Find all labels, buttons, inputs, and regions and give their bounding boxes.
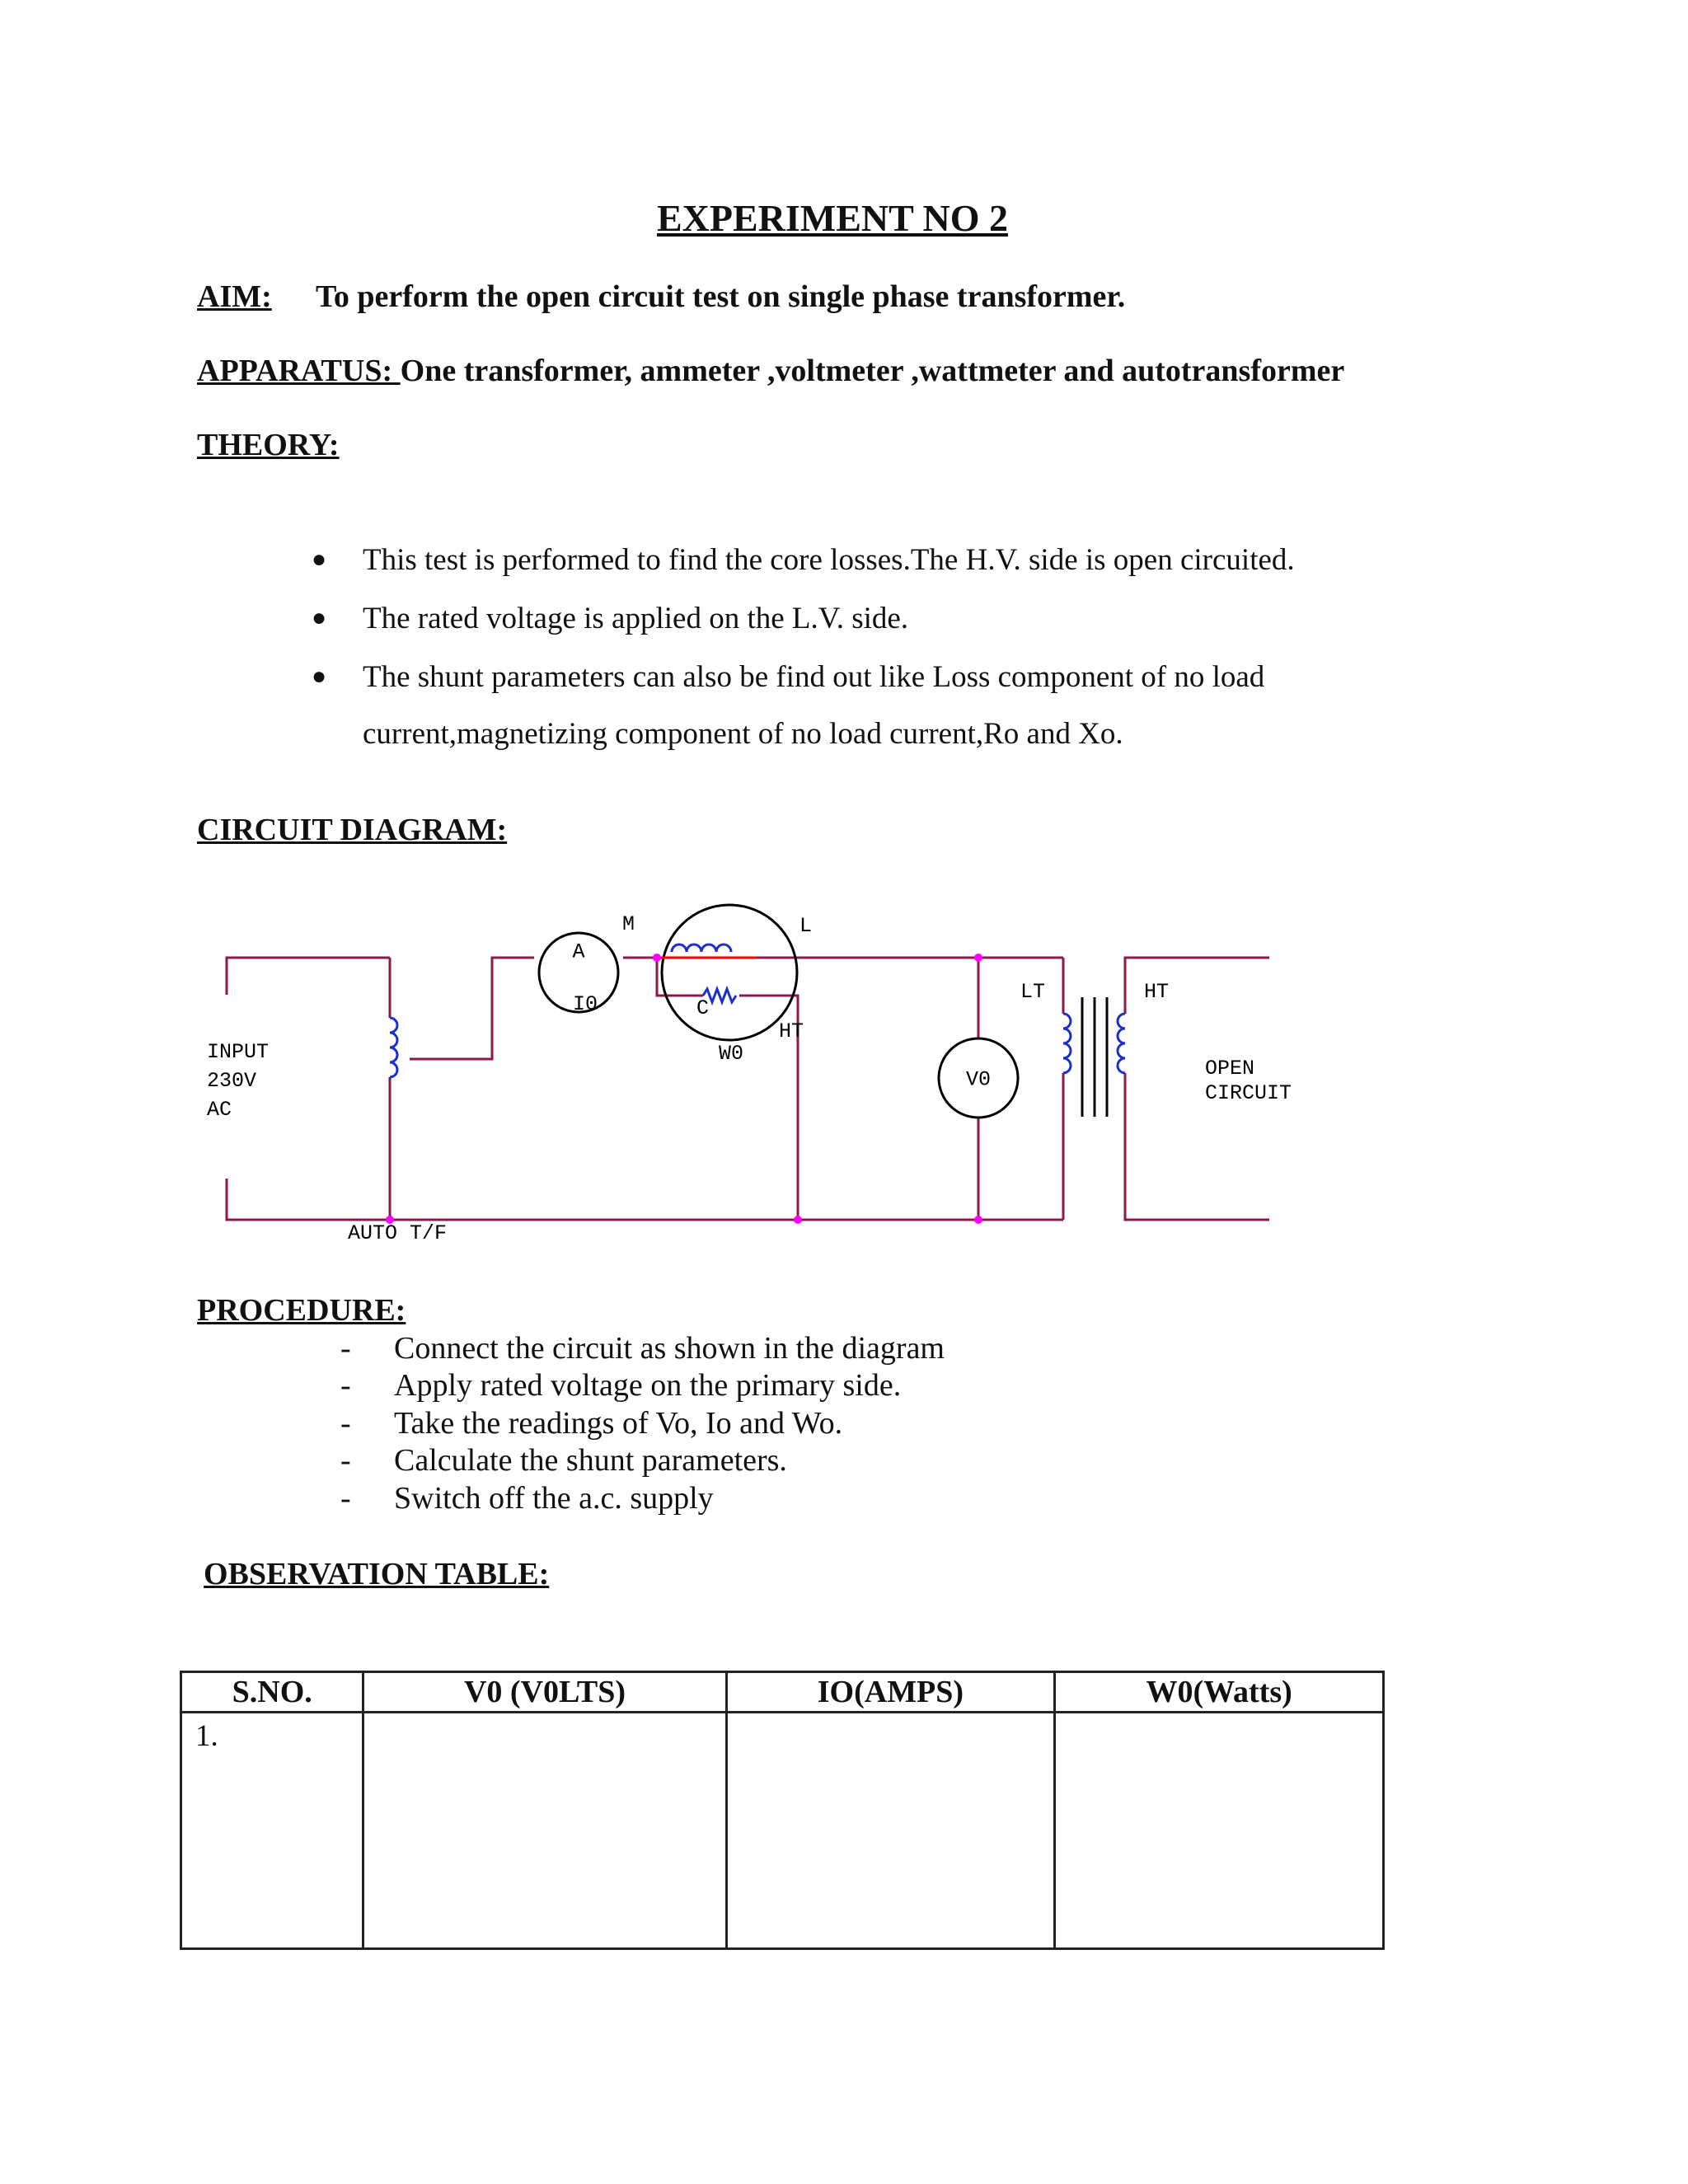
voltmeter-label: V0 [965, 1067, 992, 1092]
wires [227, 958, 1269, 1220]
procedure-step: Connect the circuit as shown in the diagram [394, 1331, 945, 1366]
page-title: EXPERIMENT NO 2 [657, 197, 1008, 239]
table-row [181, 1713, 1384, 1949]
bullet-dot: ● [312, 546, 327, 573]
column-header-sno: S.NO. [181, 1672, 363, 1713]
wattmeter-terminal-m: M [622, 912, 635, 936]
wattmeter-label: W0 [719, 1042, 744, 1066]
table-cell: 1. [181, 1713, 363, 1949]
bullet-dot: ● [312, 663, 327, 690]
table-cell [1055, 1713, 1384, 1949]
procedure-step: Apply rated voltage on the primary side. [394, 1368, 902, 1403]
table-cell [363, 1713, 726, 1949]
apparatus-line [197, 353, 1344, 389]
ammeter-symbol: A [572, 940, 585, 964]
auto-tf-label: AUTO T/F [348, 1221, 448, 1245]
observation-table [180, 1671, 1385, 1950]
ht-label: HT [1144, 980, 1170, 1004]
column-header-power: W0(Watts) [1055, 1672, 1384, 1713]
input-voltage-label: 230V [207, 1069, 257, 1093]
transformer-core-icon [1082, 997, 1107, 1117]
column-header-current: IO(AMPS) [726, 1672, 1055, 1713]
lt-label: LT [1020, 980, 1046, 1004]
open-circuit-label: CIRCUIT [1205, 1081, 1292, 1105]
circuit-label: CIRCUIT DIAGRAM: [197, 813, 508, 847]
wattmeter-terminal-ht: HT [779, 1019, 804, 1043]
input-label: INPUT [207, 1040, 270, 1064]
column-header-voltage: V0 (V0LTS) [363, 1672, 726, 1713]
wattmeter-terminal-c: C [696, 996, 710, 1020]
theory-bullet-continued: current,magnetizing component of no load current,Ro and Xo. [363, 717, 1123, 751]
theory-bullet: The shunt parameters can also be find out like Loss component of no load [363, 660, 1265, 694]
table-cell [726, 1713, 1055, 1949]
circuit-diagram [0, 882, 1688, 1261]
lt-winding-icon [1063, 1014, 1071, 1073]
ammeter-label: I0 [572, 992, 598, 1016]
theory-bullet: The rated voltage is applied on the L.V. side. [363, 602, 909, 635]
current-coil-icon [672, 944, 731, 952]
ht-winding-icon [1118, 1014, 1125, 1073]
procedure-label: PROCEDURE: [197, 1293, 406, 1328]
aim-label: AIM: [197, 279, 272, 314]
procedure-dash: - [340, 1481, 351, 1516]
observation-table-label: OBSERVATION TABLE: [204, 1557, 550, 1591]
table-header-row [181, 1672, 1384, 1713]
open-circuit-label: OPEN [1205, 1057, 1255, 1080]
procedure-dash: - [340, 1368, 351, 1403]
procedure-step: Take the readings of Vo, Io and Wo. [394, 1406, 843, 1441]
theory-bullet: This test is performed to find the core losses.The H.V. side is open circuited. [363, 543, 1295, 577]
input-ac-label: AC [207, 1098, 232, 1122]
procedure-step: Switch off the a.c. supply [394, 1481, 714, 1516]
apparatus-text: One transformer, ammeter ,voltmeter ,wattmeter and autotransformer [400, 354, 1345, 388]
procedure-dash: - [340, 1331, 351, 1366]
theory-label: THEORY: [197, 428, 340, 462]
wattmeter-icon [662, 905, 797, 1040]
procedure-dash: - [340, 1443, 351, 1478]
wattmeter-terminal-l: L [799, 914, 813, 938]
junction-nodes [386, 954, 982, 1224]
aim-text: To perform the open circuit test on single phase transformer. [316, 279, 1126, 314]
autotransformer-coil-icon [390, 1018, 397, 1077]
procedure-step: Calculate the shunt parameters. [394, 1443, 787, 1478]
bullet-dot: ● [312, 604, 327, 631]
apparatus-label: APPARATUS: [197, 354, 401, 388]
procedure-dash: - [340, 1406, 351, 1441]
